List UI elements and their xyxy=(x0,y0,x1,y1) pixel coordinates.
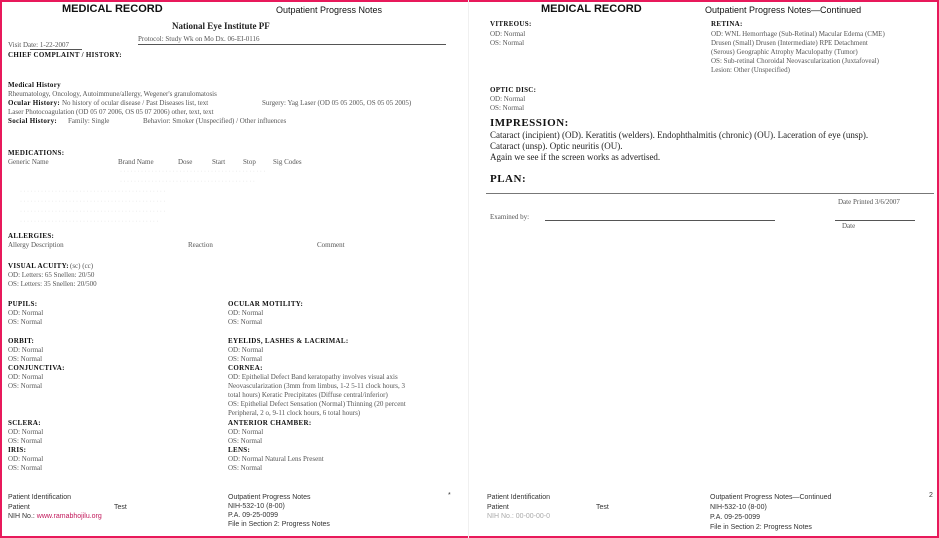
cornea-line: OS: Epithelial Defect Sensation (Normal) Thinning (20 percent xyxy=(228,400,406,408)
right-form-number: NIH-532-10 (8-00) xyxy=(710,504,767,511)
motility-od: OD: Normal xyxy=(228,309,264,317)
chief-complaint-heading: CHIEF COMPLAINT / HISTORY: xyxy=(8,51,122,59)
patient-identification: Patient Identification xyxy=(8,494,72,501)
cornea-line: Peripheral, 2 o, 9-11 clock hours, 6 total hours) xyxy=(228,409,361,417)
cornea-heading: CORNEA: xyxy=(228,364,263,372)
conjunctiva-os: OS: Normal xyxy=(8,382,43,390)
page-mark: * xyxy=(448,492,451,499)
pupils-heading: PUPILS: xyxy=(8,300,38,308)
lens-os: OS: Normal xyxy=(228,464,263,472)
eyelids-od: OD: Normal xyxy=(228,346,264,354)
impression-line: Again we see if the screen works as advertised. xyxy=(490,152,661,162)
sclera-od: OD: Normal xyxy=(8,428,44,436)
anterior-od: OD: Normal xyxy=(228,428,264,436)
social-history-heading: Social History: xyxy=(8,117,58,125)
retina-line: (Serous) Geographic Atrophy Maculopathy (Tumor) xyxy=(711,48,858,56)
ocular-motility-heading: OCULAR MOTILITY: xyxy=(228,300,304,308)
right-test-label: Test xyxy=(596,504,609,511)
retina-line: Lesion: Other (Unspecified) xyxy=(711,66,790,74)
eyelids-os: OS: Normal xyxy=(228,355,263,363)
optic-disc-os: OS: Normal xyxy=(490,104,525,112)
right-subtitle: Outpatient Progress Notes—Continued xyxy=(705,5,862,15)
visit-date-underline xyxy=(30,49,82,50)
med-row-faint: · · · · · · · · · · · · · · · · · · · · · · · · · · · · · · · · · · · · · · · xyxy=(120,179,255,185)
allergy-col-description: Allergy Description xyxy=(8,241,64,249)
medical-history-text: Rheumatology, Oncology, Autoimmune/allergy, Wegener's granulomatosis xyxy=(8,90,217,98)
pa-number: P.A. 09-25-0099 xyxy=(228,512,279,519)
examined-by: Examined by: xyxy=(490,213,530,221)
motility-os: OS: Normal xyxy=(228,318,263,326)
sclera-heading: SCLERA: xyxy=(8,419,41,427)
retina-line: OS: Sub-retinal Choroidal Neovascularization (Juxtafoveal) xyxy=(711,57,879,65)
med-row-faint: · · · · · · · · · · · · · · · · · · · · · · · · · · · · · · · · · · · · · · · · · · xyxy=(20,189,166,195)
visual-acuity-note: (sc) (cc) xyxy=(70,262,94,270)
plan-heading: PLAN: xyxy=(490,173,527,185)
med-col-generic: Generic Name xyxy=(8,158,49,166)
right-pa-number: P.A. 09-25-0099 xyxy=(710,514,761,521)
iris-os: OS: Normal xyxy=(8,464,43,472)
retina-line: OD: WNL Hemorrhage (Sub-Retinal) Macular Edema (CME) xyxy=(711,30,885,38)
med-row-faint: · · · · · · · · · · · · · · · · · · · · · · · · · · · · · · · · · · · · · · · · xyxy=(20,219,159,225)
nih-no-label: NIH No.: xyxy=(8,513,35,520)
medical-history-heading: Medical History xyxy=(8,81,61,89)
va-os: OS: Letters: 35 Snellen: 20/500 xyxy=(8,280,97,288)
pupils-od: OD: Normal xyxy=(8,309,44,317)
left-title: MEDICAL RECORD xyxy=(62,3,163,15)
test-label: Test xyxy=(114,504,127,511)
med-row-faint: · · · · · · · · · · · · · · · · · · · · · · · · · · · · · · · · · · · · · · · · · · xyxy=(120,169,266,175)
vitreous-od: OD: Normal xyxy=(490,30,526,38)
med-col-dose: Dose xyxy=(178,158,193,166)
visit-date: Visit Date: 1-22-2007 xyxy=(8,41,70,49)
orbit-heading: ORBIT: xyxy=(8,337,35,345)
watermark: www.ramabhojilu.org xyxy=(36,513,102,520)
iris-od: OD: Normal xyxy=(8,455,44,463)
right-patient-identification: Patient Identification xyxy=(487,494,551,501)
right-title: MEDICAL RECORD xyxy=(541,3,642,15)
medications-heading: MEDICATIONS: xyxy=(8,149,65,157)
sclera-os: OS: Normal xyxy=(8,437,43,445)
orbit-os: OS: Normal xyxy=(8,355,43,363)
orbit-od: OD: Normal xyxy=(8,346,44,354)
right-patient-label: Patient xyxy=(487,504,509,511)
right-file-in-section: File in Section 2: Progress Notes xyxy=(710,524,812,531)
anterior-os: OS: Normal xyxy=(228,437,263,445)
lens-heading: LENS: xyxy=(228,446,251,454)
allergy-col-reaction: Reaction xyxy=(188,241,213,249)
optic-disc-od: OD: Normal xyxy=(490,95,526,103)
impression-heading: IMPRESSION: xyxy=(490,117,569,129)
pupils-os: OS: Normal xyxy=(8,318,43,326)
impression-line: Cataract (unsp). Optic neuritis (OU). xyxy=(490,141,623,151)
med-col-brand: Brand Name xyxy=(118,158,154,166)
med-row-faint: · · · · · · · · · · · · · · · · · · · · · · · · · · · · · · · · · · · · · · · · · · xyxy=(20,199,166,205)
anterior-chamber-heading: ANTERIOR CHAMBER: xyxy=(228,419,312,427)
date-printed: Date Printed 3/6/2007 xyxy=(838,198,900,206)
page-divider xyxy=(468,0,469,538)
left-subtitle: Outpatient Progress Notes xyxy=(276,5,383,15)
social-family: Family: Single xyxy=(68,117,110,125)
cornea-line: total hours) Keratic Precipitates (Diffuse central/inferior) xyxy=(228,391,388,399)
impression-line: Cataract (incipient) (OD). Keratitis (welders). Endophthalmitis (chronic) (OU). Laceration of eye (unsp). xyxy=(490,130,869,140)
retina-line: Drusen (Small) Drusen (Intermediate) RPE Detachment xyxy=(711,39,868,47)
date-line xyxy=(835,220,915,221)
visual-acuity-heading: VISUAL ACUITY: xyxy=(8,262,69,270)
right-form-title: Outpatient Progress Notes—Continued xyxy=(710,494,832,501)
plan-separator xyxy=(486,193,934,194)
ocular-history-heading: Ocular History: xyxy=(8,99,61,107)
conjunctiva-od: OD: Normal xyxy=(8,373,44,381)
social-behavior: Behavior: Smoker (Unspecified) / Other influences xyxy=(143,117,287,125)
protocol: Protocol: Study Wk on Mo Dx. 06-EI-0116 xyxy=(138,35,260,43)
ocular-history-text: No history of ocular disease / Past Diseases list, text xyxy=(62,99,209,107)
optic-disc-heading: OPTIC DISC: xyxy=(490,86,537,94)
cornea-line: Neovascularization (3mm from limbus, 1-2 5-11 clock hours, 3 xyxy=(228,382,406,390)
vitreous-os: OS: Normal xyxy=(490,39,525,47)
med-col-sig: Sig Codes xyxy=(273,158,302,166)
med-col-start: Start xyxy=(212,158,226,166)
lens-od: OD: Normal Natural Lens Present xyxy=(228,455,324,463)
eyelids-heading: EYELIDS, LASHES & LACRIMAL: xyxy=(228,337,349,345)
right-page-number: 2 xyxy=(929,492,933,499)
allergy-col-comment: Comment xyxy=(317,241,345,249)
date-label: Date xyxy=(842,222,856,230)
allergies-heading: ALLERGIES: xyxy=(8,232,55,240)
form-number: NIH-532-10 (8-00) xyxy=(228,503,285,510)
conjunctiva-heading: CONJUNCTIVA: xyxy=(8,364,65,372)
patient-label: Patient xyxy=(8,504,30,511)
med-row-faint: · · · · · · · · · · · · · · · · · · · · · · · · · · · · · · · · · · · · · · · · · · xyxy=(20,209,166,215)
nih-no xyxy=(8,512,102,521)
iris-heading: IRIS: xyxy=(8,446,27,454)
retina-heading: RETINA: xyxy=(711,20,743,28)
file-in-section: File in Section 2: Progress Notes xyxy=(228,521,330,528)
institute-name: National Eye Institute PF xyxy=(172,21,270,31)
vitreous-heading: VITREOUS: xyxy=(490,20,532,28)
va-od: OD: Letters: 65 Snellen: 20/50 xyxy=(8,271,95,279)
right-nih-no: NIH No.: 00-00-00-0 xyxy=(487,513,551,520)
cornea-line: OD: Epithelial Defect Band keratopathy involves visual axis xyxy=(228,373,398,381)
form-title: Outpatient Progress Notes xyxy=(228,494,311,501)
protocol-underline xyxy=(138,44,446,45)
med-col-stop: Stop xyxy=(243,158,256,166)
laser-text: Laser Photocoagulation (OD 05 07 2006, OS 05 07 2006) other, text, text xyxy=(8,108,214,116)
surgery-text: Surgery: Yag Laser (OD 05 05 2005, OS 05 05 2005) xyxy=(262,99,412,107)
examined-by-line xyxy=(545,220,775,221)
